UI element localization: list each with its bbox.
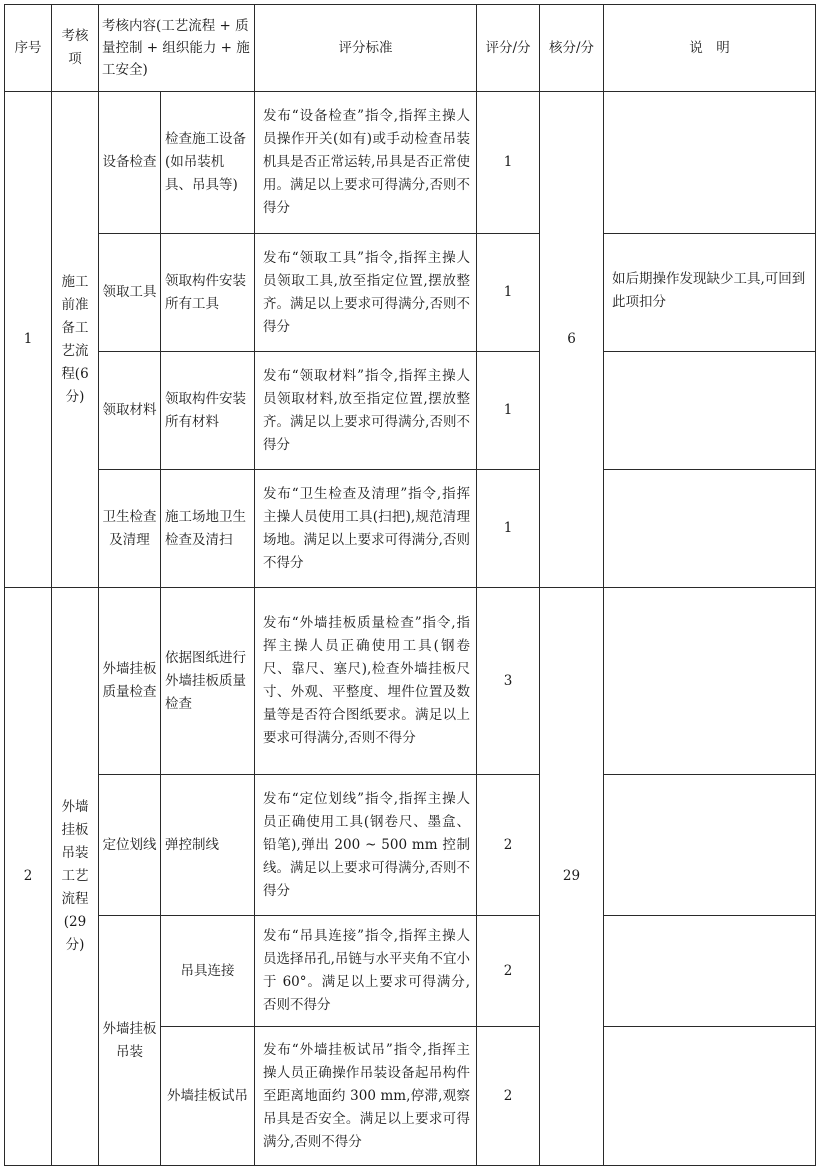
standard-cell: 发布“领取工具”指令,指挥主操人员领取工具,放至指定位置,摆放整齐。满足以上要求可得满分,否则不得分 — [255, 234, 477, 352]
table-row — [5, 470, 816, 588]
standard-cell: 发布“外墙挂板质量检查”指令,指挥主操人员正确使用工具(钢卷尺、靠尺、塞尺),检查外墙挂板尺寸、外观、平整度、埋件位置及数量等是否符合图纸要求。满足以上要求可得满分,否则不得分 — [255, 588, 477, 775]
sub-item-cell: 卫生检查及清理 — [99, 470, 161, 588]
table-row — [5, 352, 816, 470]
content-cell: 施工场地卫生检查及清扫 — [161, 470, 255, 588]
header-standard: 评分标准 — [255, 5, 477, 92]
score-cell: 2 — [477, 1027, 540, 1166]
score-cell: 1 — [477, 352, 540, 470]
content-cell: 领取构件安装所有工具 — [161, 234, 255, 352]
standard-cell: 发布“卫生检查及清理”指令,指挥主操人员使用工具(扫把),规范清理场地。满足以上要求可得满分,否则不得分 — [255, 470, 477, 588]
header-seq: 序号 — [5, 5, 52, 92]
score-cell: 1 — [477, 470, 540, 588]
header-check: 核分/分 — [540, 5, 604, 92]
score-cell: 1 — [477, 234, 540, 352]
item-cell: 外墙挂板吊装工艺流程(29分) — [52, 588, 99, 1166]
sub-item-cell: 定位划线 — [99, 775, 161, 916]
table-row — [5, 916, 816, 1027]
seq-cell: 2 — [5, 588, 52, 1166]
score-cell: 1 — [477, 92, 540, 234]
assessment-table — [4, 4, 816, 1166]
sub-item-cell: 领取工具 — [99, 234, 161, 352]
score-cell: 2 — [477, 916, 540, 1027]
note-cell — [604, 916, 816, 1027]
content-cell: 弹控制线 — [161, 775, 255, 916]
table-row — [5, 234, 816, 352]
note-cell — [604, 92, 816, 234]
check-score-cell: 6 — [540, 92, 604, 588]
note-cell — [604, 470, 816, 588]
content-cell: 外墙挂板试吊 — [161, 1027, 255, 1166]
standard-cell: 发布“领取材料”指令,指挥主操人员领取材料,放至指定位置,摆放整齐。满足以上要求可得满分,否则不得分 — [255, 352, 477, 470]
sub-item-cell: 设备检查 — [99, 92, 161, 234]
standard-cell: 发布“定位划线”指令,指挥主操人员正确使用工具(钢卷尺、墨盒、铅笔),弹出 200 ~ 500 mm 控制线。满足以上要求可得满分,否则不得分 — [255, 775, 477, 916]
standard-cell: 发布“吊具连接”指令,指挥主操人员选择吊孔,吊链与水平夹角不宜小于 60°。满足以上要求可得满分,否则不得分 — [255, 916, 477, 1027]
note-cell — [604, 352, 816, 470]
note-cell — [604, 588, 816, 775]
sub-item-cell: 外墙挂板质量检查 — [99, 588, 161, 775]
header-row — [5, 5, 816, 92]
note-cell — [604, 1027, 816, 1166]
note-cell — [604, 775, 816, 916]
check-score-cell: 29 — [540, 588, 604, 1166]
content-cell: 检查施工设备(如吊装机具、吊具等) — [161, 92, 255, 234]
score-cell: 2 — [477, 775, 540, 916]
header-item: 考核项 — [52, 5, 99, 92]
header-score: 评分/分 — [477, 5, 540, 92]
seq-cell: 1 — [5, 92, 52, 588]
sub-item-cell: 外墙挂板吊装 — [99, 916, 161, 1166]
header-note: 说 明 — [604, 5, 816, 92]
table-row — [5, 92, 816, 234]
standard-cell: 发布“设备检查”指令,指挥主操人员操作开关(如有)或手动检查吊装机具是否正常运转,吊具是否正常使用。满足以上要求可得满分,否则不得分 — [255, 92, 477, 234]
score-cell: 3 — [477, 588, 540, 775]
table-row — [5, 588, 816, 775]
standard-cell: 发布“外墙挂板试吊”指令,指挥主操人员正确操作吊装设备起吊构件至距离地面约 300 mm,停滞,观察吊具是否安全。满足以上要求可得满分,否则不得分 — [255, 1027, 477, 1166]
item-cell: 施工前准备工艺流程(6分) — [52, 92, 99, 588]
note-cell: 如后期操作发现缺少工具,可回到此项扣分 — [604, 234, 816, 352]
header-content: 考核内容(工艺流程 + 质量控制 + 组织能力 + 施工安全) — [99, 5, 255, 92]
content-cell: 吊具连接 — [161, 916, 255, 1027]
content-cell: 领取构件安装所有材料 — [161, 352, 255, 470]
content-cell: 依据图纸进行外墙挂板质量检查 — [161, 588, 255, 775]
table-row — [5, 775, 816, 916]
sub-item-cell: 领取材料 — [99, 352, 161, 470]
